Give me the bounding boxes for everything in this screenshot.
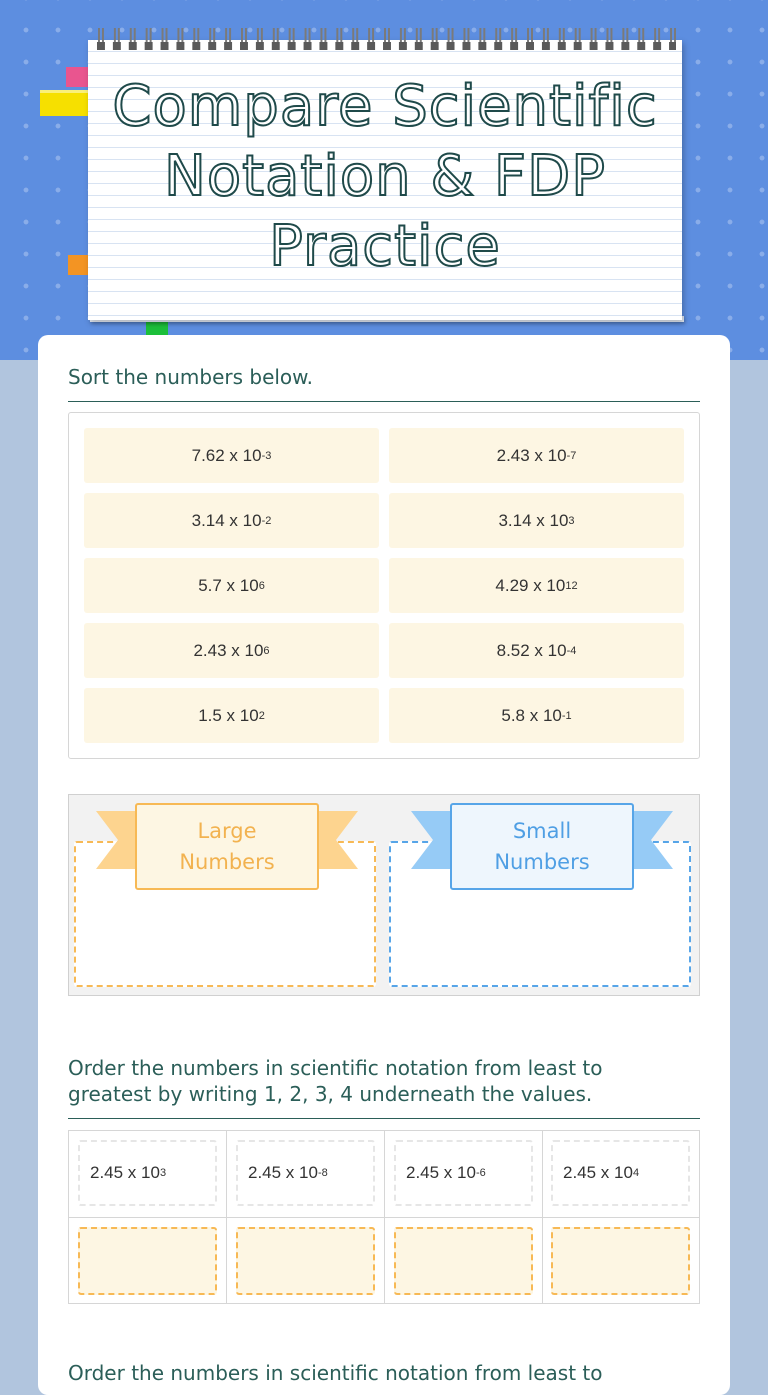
chip-exponent: -7 (566, 449, 577, 462)
value-exponent: -6 (475, 1167, 486, 1179)
chip-base: 7.62 x 10 (191, 445, 262, 465)
spiral-holes (96, 42, 676, 50)
large-label-line1: Large (197, 818, 257, 843)
q2-divider (68, 1118, 700, 1119)
large-numbers-label (135, 803, 319, 890)
page-title: Compare Scientific Notation & FDP Practice (112, 74, 658, 279)
chip-exponent: -3 (261, 449, 272, 462)
chip-exponent: -4 (566, 644, 577, 657)
chip-exponent: -1 (561, 709, 572, 722)
orange-tab-decoration (68, 255, 88, 275)
value-base: 2.45 x 10 (90, 1163, 160, 1182)
chip-exponent: 6 (258, 579, 265, 592)
rank-input[interactable] (78, 1227, 217, 1295)
chip-base: 2.43 x 10 (193, 640, 264, 660)
rank-input[interactable] (236, 1227, 375, 1295)
value-cell (78, 1140, 217, 1206)
chip-base: 3.14 x 10 (191, 510, 262, 530)
chip-base: 8.52 x 10 (496, 640, 567, 660)
sort-chip[interactable] (389, 493, 684, 548)
value-base: 2.45 x 10 (563, 1163, 633, 1182)
pink-tab-decoration (66, 67, 88, 87)
sort-chip[interactable] (84, 558, 379, 613)
small-numbers-label (450, 803, 634, 890)
q1-prompt: Sort the numbers below. (68, 365, 314, 389)
sort-chip[interactable] (389, 688, 684, 743)
value-cell (236, 1140, 375, 1206)
chip-base: 5.8 x 10 (501, 705, 562, 725)
row-divider (69, 1217, 699, 1218)
chip-base: 5.7 x 10 (198, 575, 259, 595)
q2-prompt-line2: greatest by writing 1, 2, 3, 4 underneath the values. (68, 1082, 593, 1106)
sort-chip[interactable] (84, 428, 379, 483)
chip-exponent: 12 (565, 579, 578, 592)
chip-exponent: 2 (258, 709, 265, 722)
chip-base: 2.43 x 10 (496, 445, 567, 465)
chip-exponent: 3 (568, 514, 575, 527)
chip-base: 3.14 x 10 (498, 510, 569, 530)
sort-chip[interactable] (389, 623, 684, 678)
sort-chip[interactable] (84, 493, 379, 548)
small-label-line2: Numbers (494, 849, 590, 874)
sort-chip[interactable] (84, 623, 379, 678)
sort-chip[interactable] (84, 688, 379, 743)
rank-input[interactable] (394, 1227, 533, 1295)
yellow-tab-decoration (40, 90, 88, 116)
large-label-line2: Numbers (179, 849, 275, 874)
chip-base: 1.5 x 10 (198, 705, 259, 725)
value-exponent: 3 (159, 1167, 167, 1179)
value-cell (551, 1140, 690, 1206)
rank-input[interactable] (551, 1227, 690, 1295)
order-table (68, 1130, 700, 1304)
q3-prompt: Order the numbers in scientific notation from least to (68, 1361, 603, 1385)
value-exponent: 4 (632, 1167, 640, 1179)
green-tab-decoration (146, 320, 168, 336)
value-base: 2.45 x 10 (406, 1163, 476, 1182)
sorting-bins (68, 794, 700, 996)
value-exponent: -8 (317, 1167, 328, 1179)
chip-exponent: 6 (263, 644, 270, 657)
chip-base: 4.29 x 10 (495, 575, 566, 595)
value-cell (394, 1140, 533, 1206)
chip-exponent: -2 (261, 514, 272, 527)
q2-prompt (68, 1055, 603, 1107)
sort-chip[interactable] (389, 558, 684, 613)
sort-chip[interactable] (389, 428, 684, 483)
q2-prompt-line1: Order the numbers in scientific notation from least to (68, 1056, 603, 1080)
q1-divider (68, 401, 700, 402)
sort-chip-bank (68, 412, 700, 759)
value-base: 2.45 x 10 (248, 1163, 318, 1182)
small-label-line1: Small (512, 818, 572, 843)
